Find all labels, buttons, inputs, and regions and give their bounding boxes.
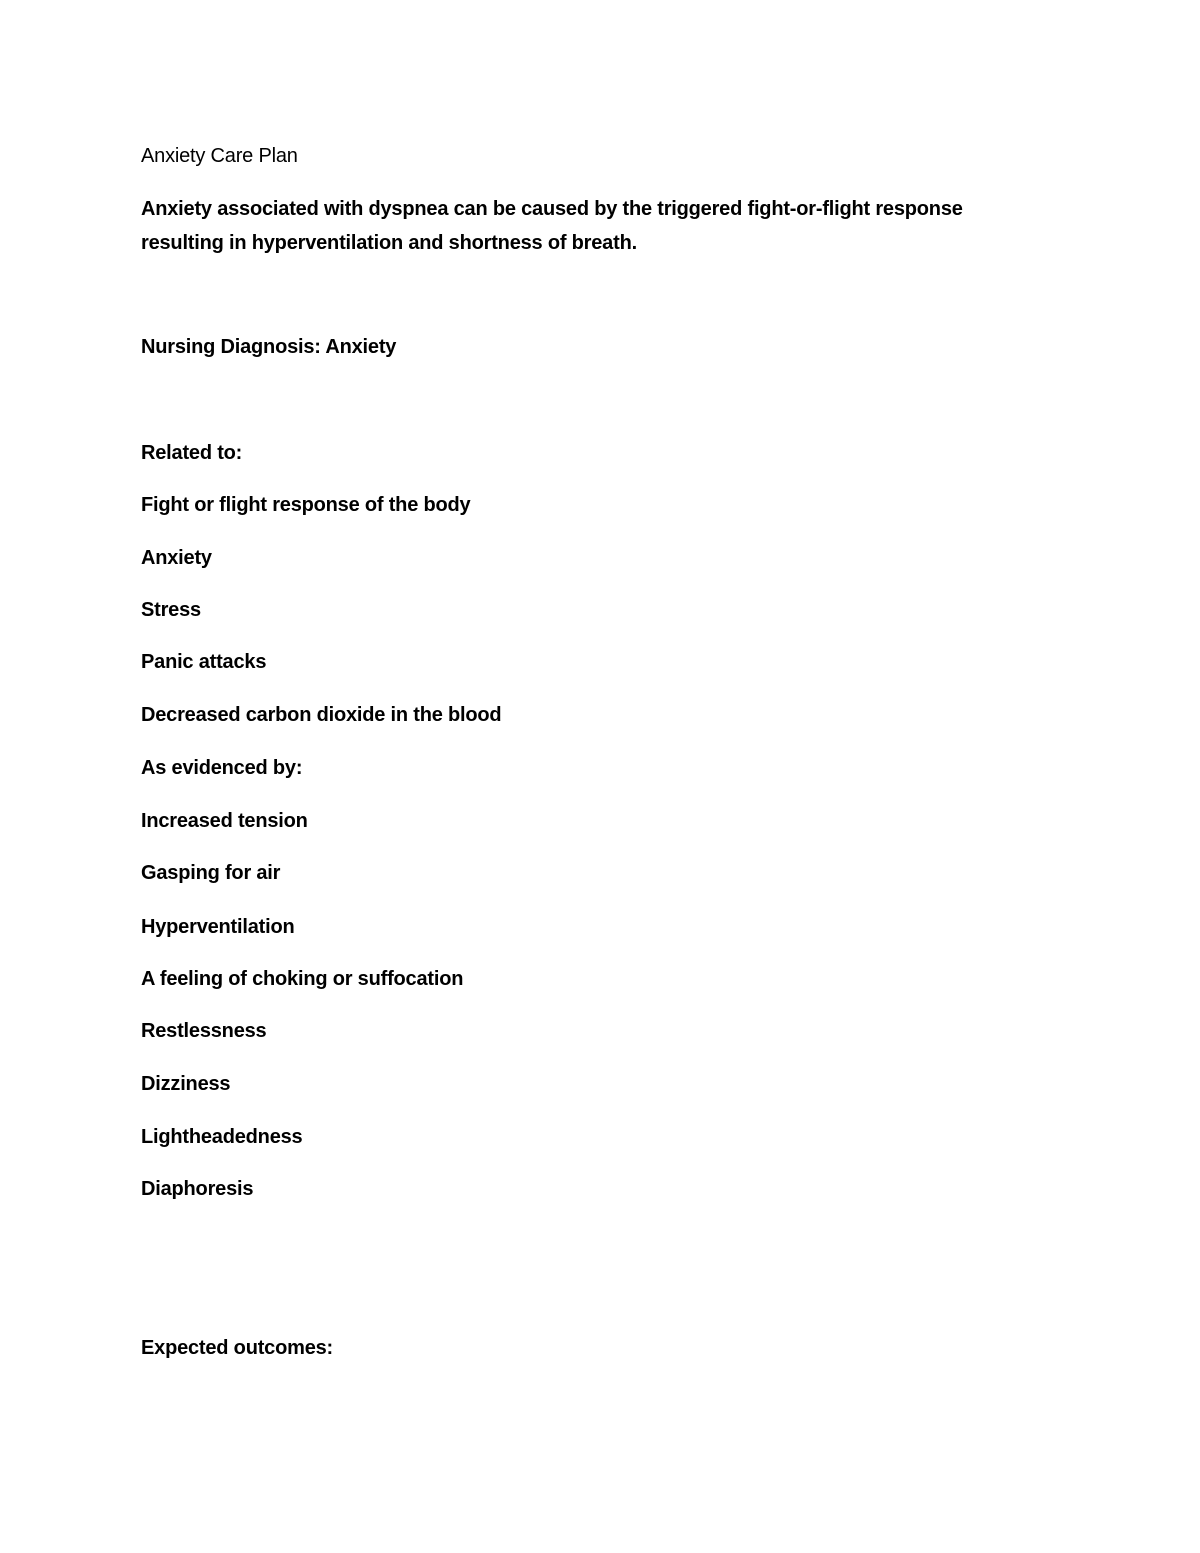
related-item: Panic attacks xyxy=(141,651,267,673)
related-item: Decreased carbon dioxide in the blood xyxy=(141,704,502,726)
related-heading: Related to: xyxy=(141,442,243,464)
related-item: Fight or flight response of the body xyxy=(141,494,471,516)
evidence-item: Gasping for air xyxy=(141,862,281,884)
evidence-heading: As evidenced by: xyxy=(141,757,303,779)
related-item: Stress xyxy=(141,599,201,621)
nursing-diagnosis: Nursing Diagnosis: Anxiety xyxy=(141,336,397,358)
evidence-item: Diaphoresis xyxy=(141,1178,254,1200)
document-title: Anxiety Care Plan xyxy=(141,145,298,167)
related-item: Anxiety xyxy=(141,547,212,569)
evidence-item: Lightheadedness xyxy=(141,1126,303,1148)
evidence-item: Increased tension xyxy=(141,810,308,832)
evidence-item: Dizziness xyxy=(141,1073,231,1095)
evidence-item: Hyperventilation xyxy=(141,916,295,938)
evidence-item: A feeling of choking or suffocation xyxy=(141,968,464,990)
outcomes-heading: Expected outcomes: xyxy=(141,1337,334,1359)
intro-paragraph: Anxiety associated with dyspnea can be caused by the triggered fight-or-flight response resulting in hyperventilation and shortness of breath. xyxy=(141,198,963,254)
evidence-item: Restlessness xyxy=(141,1020,267,1042)
